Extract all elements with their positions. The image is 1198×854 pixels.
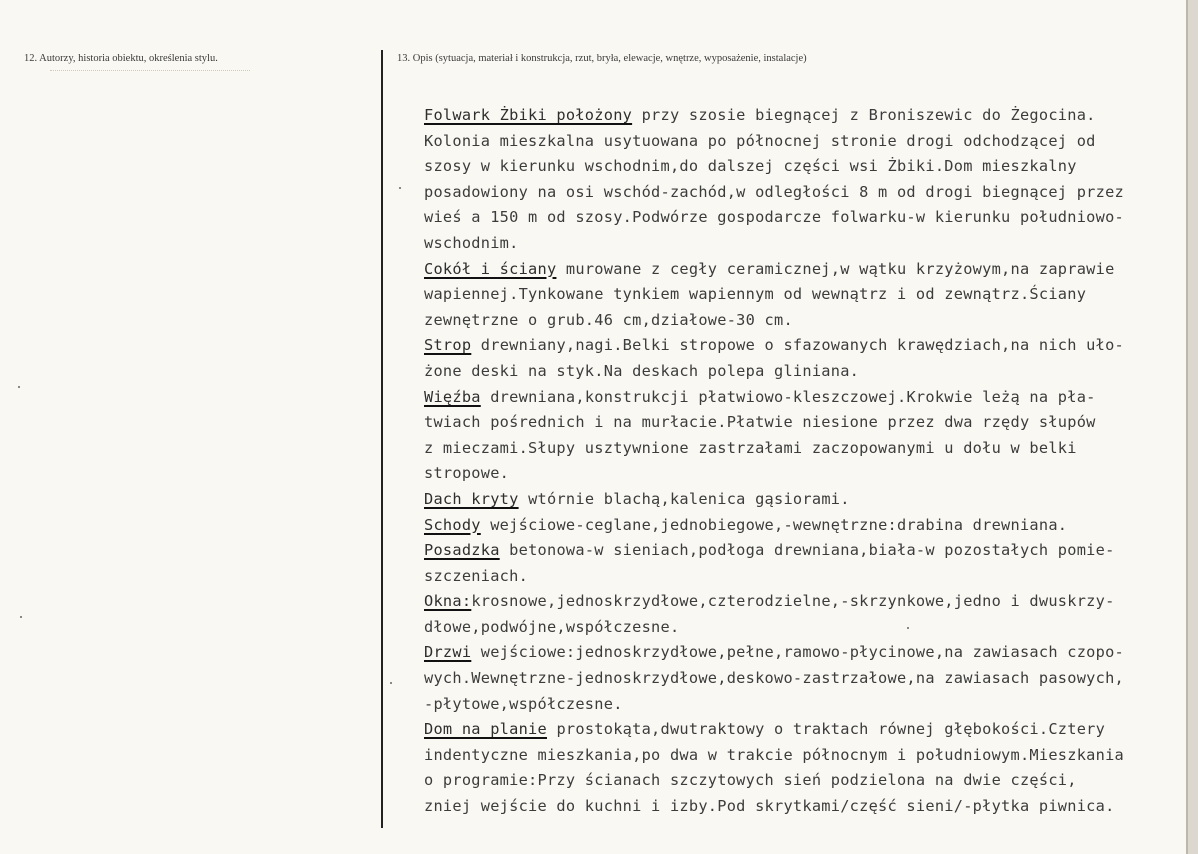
- underlined-keyword: Folwark Żbiki położony: [424, 106, 633, 124]
- ink-speck: [390, 682, 392, 684]
- text-line: [424, 743, 1172, 769]
- line-text: o programie:Przy ścianach szczytowych sień podzielona na dwie części,: [424, 771, 1077, 790]
- underlined-keyword: Cokół i ściany: [424, 259, 557, 278]
- text-line: [424, 487, 1172, 513]
- text-line: [424, 794, 1172, 820]
- text-line: [424, 436, 1172, 462]
- line-text: -płytowe,współczesne.: [424, 694, 623, 713]
- line-text: wieś a 150 m od szosy.Podwórze gospodarcze folwarku-w kierunku południowo-: [424, 208, 1125, 227]
- line-text: wapiennej.Tynkowane tynkiem wapiennym od wewnątrz i od zewnątrz.Ściany: [424, 285, 1087, 304]
- text-line: [424, 513, 1172, 539]
- text-line: [424, 180, 1172, 206]
- line-text: zniej wejście do kuchni i izby.Pod skrytkami/część sieni/-płytka piwnica.: [424, 797, 1115, 816]
- line-text: drewniana,konstrukcji płatwiowo-kleszczowej.Krokwie leżą na pła-: [480, 387, 1096, 406]
- line-text: prostokąta,dwutraktowy o traktach równej głębokości.Cztery: [546, 720, 1106, 739]
- text-line: [424, 129, 1172, 155]
- line-text: szosy w kierunku wschodnim,do dalszej części wsi Żbiki.Dom mieszkalny: [424, 157, 1077, 176]
- text-line: [424, 666, 1172, 692]
- line-text: z mieczami.Słupy usztywnione zastrzałami zaczopowanymi u dołu w belki: [424, 438, 1077, 457]
- text-line: [424, 231, 1172, 257]
- text-line: [424, 410, 1172, 436]
- line-text: krosnowe,jednoskrzydłowe,czterodzielne,-skrzynkowe,jedno i dwuskrzy-: [471, 592, 1115, 611]
- underlined-keyword: Więźba: [424, 387, 481, 406]
- faint-ink-trace: [50, 70, 250, 72]
- underlined-keyword: Strop: [424, 336, 472, 355]
- line-text: zewnętrzne o grub.46 cm,działowe-30 cm.: [424, 310, 793, 329]
- line-text: indentyczne mieszkania,po dwa w trakcie północnym i południowym.Mieszkania: [424, 745, 1125, 764]
- line-text: twiach pośrednich i na murłacie.Płatwie niesione przez dwa rzędy słupów: [424, 413, 1096, 432]
- text-line: [424, 640, 1172, 666]
- line-text: wejściowe-ceglane,jednobiegowe,-wewnętrzne:drabina drewniana.: [480, 515, 1068, 534]
- line-text: drewniany,nagi.Belki stropowe o sfazowanych krawędziach,na nich uło-: [471, 336, 1125, 355]
- ink-speck: [907, 627, 909, 629]
- line-text: wschodnim.: [424, 233, 519, 252]
- text-line: [424, 205, 1172, 231]
- text-line: [424, 461, 1172, 487]
- line-text: stropowe.: [424, 464, 510, 483]
- text-line: [424, 103, 1172, 129]
- text-line: [424, 564, 1172, 590]
- text-line: [424, 385, 1172, 411]
- text-line: [424, 692, 1172, 718]
- line-text: murowane z cegły ceramicznej,w wątku krzyżowym,na zaprawie: [556, 259, 1115, 278]
- right-column-heading: 13. Opis (sytuacja, materiał i konstrukcja, rzut, bryła, elewacje, wnętrze, wyposażenie, instalacje): [397, 53, 807, 64]
- text-line: [424, 282, 1172, 308]
- text-line: [424, 333, 1172, 359]
- text-line: [424, 257, 1172, 283]
- text-line: [424, 308, 1172, 334]
- line-text: posadowiony na osi wschód-zachód,w odległości 8 m od drogi biegnącej przez: [424, 182, 1125, 201]
- underlined-keyword: Dom na planie: [424, 720, 547, 739]
- underlined-keyword: Okna:: [424, 592, 472, 611]
- description-body: [424, 103, 1172, 820]
- line-text: wych.Wewnętrzne-jednoskrzydłowe,deskowo-zastrzałowe,na zawiasach pasowych,: [424, 669, 1125, 688]
- ink-speck: [399, 187, 401, 189]
- text-line: [424, 154, 1172, 180]
- text-line: [424, 768, 1172, 794]
- underlined-keyword: Posadzka: [424, 541, 500, 560]
- line-text: dłowe,podwójne,współczesne.: [424, 617, 680, 636]
- line-text: betonowa-w sieniach,podłoga drewniana,biała-w pozostałych pomie-: [499, 541, 1115, 560]
- line-text: Kolonia mieszkalna usytuowana po północnej stronie drogi odchodzącej od: [424, 131, 1096, 150]
- line-text: szczeniach.: [424, 566, 529, 585]
- text-line: [424, 359, 1172, 385]
- underlined-keyword: Dach kryty: [424, 489, 519, 508]
- line-text: przy szosie biegnącej z Broniszewic do Żegocina.: [632, 106, 1096, 124]
- left-column-heading: 12. Autorzy, historia obiektu, określenia stylu.: [24, 53, 218, 64]
- line-text: wtórnie blachą,kalenica gąsiorami.: [518, 489, 850, 508]
- text-line: [424, 538, 1172, 564]
- column-divider: [381, 50, 383, 828]
- text-line: [424, 615, 1172, 641]
- ink-speck: [20, 616, 22, 618]
- line-text: żone deski na styk.Na deskach polepa gliniana.: [424, 361, 860, 380]
- ink-speck: [18, 386, 20, 388]
- underlined-keyword: Drzwi: [424, 643, 472, 662]
- line-text: wejściowe:jednoskrzydłowe,pełne,ramowo-płycinowe,na zawiasach czopo-: [471, 643, 1125, 662]
- page-edge: [1188, 0, 1198, 854]
- text-line: [424, 717, 1172, 743]
- underlined-keyword: Schody: [424, 515, 481, 534]
- text-line: [424, 589, 1172, 615]
